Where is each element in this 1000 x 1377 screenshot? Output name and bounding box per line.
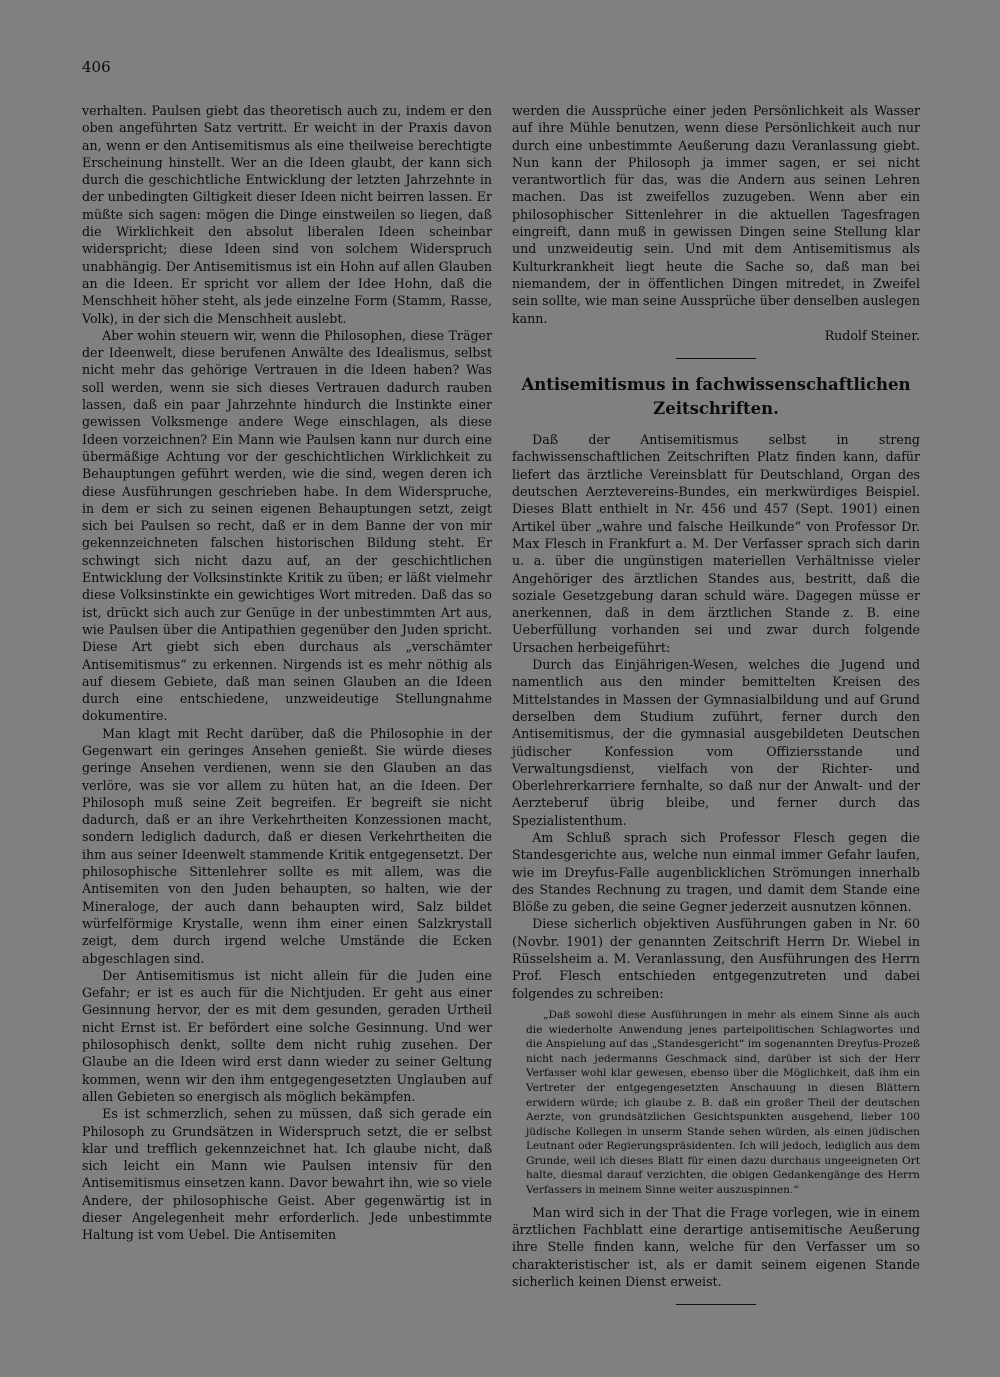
headline-line: Antisemitismus in fachwissenschaftlichen xyxy=(521,375,911,395)
paragraph: Durch das Einjährigen-Wesen, welches die Jugend und namentlich aus den minder bemittelten Kreisen des Mittelstandes in Massen der Gymnasialbildung und auf Grund derselben dem Studium zuführt, ferner durch den Antisemitismus, der die gymnasial ausgebildeten Deutschen jüdischer Konfession vom Offiziersstande und Verwaltungsdienst, vielfach von der Richter- und Oberlehrerkarriere fernhalte, so daß nur der Anwalt- und der Aerzteberuf übrig bleibe, und ferner durch das Spezialistenthum. xyxy=(512,657,920,828)
left-column xyxy=(82,102,492,1244)
paragraph: Man klagt mit Recht darüber, daß die Philosophie in der Gegenwart ein geringes Ansehen genießt. Sie würde dieses geringe Ansehen verdienen, wenn sie den Glauben an das verlöre, was sie vor allem zu hüten hat, an die Ideen. Der Philosoph muß seine Zeit begreifen. Er begreift sie nicht dadurch, daß er an ihre Verkehrtheiten Konzessionen macht, sondern lediglich dadurch, daß er diesen Verkehrtheiten die ihm aus seiner Ideenwelt stammende Kritik entgegensetzt. Der philosophische Sittenlehrer sollte es mit allem, was die Antisemiten von den Juden behaupten, so halten, wie der Mineraloge, der auch dann behaupten wird, Salz bildet würfelförmige Krystalle, wenn ihm einer einen Salzkrystall zeigt, dem durch irgend welche Umstände die Ecken abgeschlagen sind. xyxy=(82,725,492,966)
paragraph: Man wird sich in der That die Frage vorlegen, wie in einem ärztlichen Fachblatt eine derartige antisemitische Aeußerung ihre Stelle finden kann, welche für den Verfasser um so charakteristischer ist, als er damit seinem eigenen Stande sicherlich keinen Dienst erweist. xyxy=(512,1204,920,1289)
paragraph: werden die Aussprüche einer jeden Persönlichkeit als Wasser auf ihre Mühle benutzen, wenn diese Persönlichkeit auch nur durch eine unbestimmte Aeußerung dazu Veranlassung giebt. Nun kann der Philosoph ja immer sagen, er sei nicht verantwortlich für das, was die Andern aus seinen Lehren machen. Das ist zweifellos zuzugeben. Wenn aber ein philosophischer Sittenlehrer in die aktuellen Tagesfragen eingreift, dann muß in gewissen Dingen seine Stellung klar und unzweideutig sein. Und mit dem Antisemitismus als Kulturkrankheit liegt heute die Sache so, daß man bei niemandem, der in öffentlichen Dingen mitredet, in Zweifel sein sollte, wie man seine Aussprüche über denselben auslegen kann. xyxy=(512,103,920,326)
paragraph: Daß der Antisemitismus selbst in streng fachwissenschaftlichen Zeitschriften Platz finden kann, dafür liefert das ärztliche Vereinsblatt für Deutschland, Organ des deutschen Aerztevereins-Bundes, ein merkwürdiges Beispiel. Dieses Blatt enthielt in Nr. 456 und 457 (Sept. 1901) einen Artikel über „wahre und falsche Heilkunde“ von Professor Dr. Max Flesch in Frankfurt a. M. Der Verfasser sprach sich darin u. a. über die ungünstigen materiellen Verhältnisse vieler Angehöriger des ärztlichen Standes aus, bestritt, daß die soziale Gesetzgebung daran schuld wäre. Dagegen müsse er anerkennen, daß in dem ärztlichen Stande z. B. eine Ueberfüllung vorhanden sei und zwar durch folgende Ursachen herbeigeführt: xyxy=(512,432,920,655)
author-signature: Rudolf Steiner. xyxy=(824,327,920,343)
right-column xyxy=(512,102,920,1319)
divider xyxy=(676,358,756,359)
article-headline xyxy=(512,373,920,421)
block-quote xyxy=(526,1008,920,1198)
paragraph: Am Schluß sprach sich Professor Flesch gegen die Standesgerichte aus, welche nun einmal immer Gefahr laufen, wie im Dreyfus-Falle augenblicklichen Strömungen innerhalb des Standes Rechnung zu tragen, und damit dem Stande eine Blöße zu geben, die seine Gegner jederzeit ausnutzen können. xyxy=(512,829,920,915)
page-number: 406 xyxy=(82,58,111,76)
paragraph: Aber wohin steuern wir, wenn die Philosophen, diese Träger der Ideenwelt, diese berufenen Anwälte des Idealismus, selbst nicht mehr das gehörige Vertrauen in die Ideen haben? Was soll werden, wenn sie sich dieses Vertrauen dadurch rauben lassen, daß ein paar Jahrzehnte hindurch die Instinkte einer gewissen Volksmenge andere Wege einschlagen, als diese Ideen vorzeichnen? Ein Mann wie Paulsen kann nur durch eine übermäßige Achtung vor der geschichtlichen Wirklichkeit zu Behauptungen geführt werden, wie die sind, wegen deren ich diese Ausführungen geschrieben habe. In dem Widerspruche, in dem er sich zu seinen eigenen Behauptungen setzt, zeigt sich bei Paulsen so recht, daß er in dem Banne der von mir gekennzeichneten falschen historischen Bildung steht. Er schwingt sich nicht dazu auf, an der geschichtlichen Entwicklung der Volksinstinkte Kritik zu üben; er läßt vielmehr diese Volksinstinkte ein gewichtiges Wort mitreden. Daß das so ist, drückt sich auch zur Genüge in der unbestimmten Art aus, wie Paulsen über die Antipathien gegenüber den Juden spricht. Diese Art giebt sich eben durchaus als „verschämter Antisemitismus“ zu erkennen. Nirgends ist es mehr nöthig als auf diesem Gebiete, daß man seinen Glauben an die Ideen durch eine entschiedene, unzweideutige Stellungnahme dokumentire. xyxy=(82,327,492,724)
paragraph: Es ist schmerzlich, sehen zu müssen, daß sich gerade ein Philosoph zu Grundsätzen in Widerspruch setzt, die er selbst klar und trefflich gekennzeichnet hat. Ich glaube nicht, daß sich leicht ein Mann wie Paulsen intensiv für den Antisemitismus einsetzen kann. Davor bewahrt ihn, wie so viele Andere, der philosophische Geist. Aber gegenwärtig ist in dieser Angelegenheit mehr erforderlich. Jede unbestimmte Haltung ist vom Uebel. Die Antisemiten xyxy=(82,1106,492,1243)
quote-text: „Daß sowohl diese Ausführungen in mehr als einem Sinne als auch die wiederholte Anwendung jenes parteipolitischen Schlagwortes und die Anspielung auf das „Standesgericht“ im sogenannten Dreyfus-Prozeß nicht nach jedermanns Geschmack sind, darüber ist sich der Herr Verfasser wohl klar gewesen, ebenso über die Möglichkeit, daß ihm ein Vertreter der entgegengesetzten Anschauung in diesen Blättern erwidern würde; ich glaube z. B. daß ein großer Theil der deutschen Aerzte, von grundsätzlichen Gesichtspunkten ausgehend, lieber 100 jüdische Kollegen in unserm Stande sehen würden, als einen jüdischen Leutnant oder Regierungspräsidenten. Ich will jedoch, lediglich aus dem Grunde, weil ich dieses Blatt für einen dazu durchaus ungeeigneten Ort halte, diesmal darauf verzichten, die obigen Gedankengänge des Herrn Verfassers in meinem Sinne weiter auszuspinnen.“ xyxy=(526,1008,920,1197)
paragraph: Diese sicherlich objektiven Ausführungen gaben in Nr. 60 (Novbr. 1901) der genannten Zeitschrift Herrn Dr. Wiebel in Rüsselsheim a. M. Veranlassung, den Ausführungen des Herrn Prof. Flesch entschieden entgegenzutreten und dabei folgendes zu schreiben: xyxy=(512,916,920,1001)
paragraph: verhalten. Paulsen giebt das theoretisch auch zu, indem er den oben angeführten Satz vertritt. Er weicht in der Praxis davon an, wenn er den Antisemitismus als eine theilweise berechtigte Erscheinung hinstellt. Wer an die Ideen glaubt, der kann sich durch die geschichtliche Entwicklung der letzten Jahrzehnte in der unbedingten Giltigkeit dieser Ideen nicht beirren lassen. Er müßte sich sagen: mögen die Dinge einstweilen so liegen, daß die Wirklichkeit den absolut liberalen Ideen scheinbar widerspricht; diese Ideen sind von solchem Widerspruch unabhängig. Der Antisemitismus ist ein Hohn auf allen Glauben an die Ideen. Er spricht vor allem der Idee Hohn, daß die Menschheit höher steht, als jede einzelne Form (Stamm, Rasse, Volk), in der sich die Menschheit auslebt. xyxy=(82,103,492,326)
headline-line: Zeitschriften. xyxy=(653,399,779,419)
divider xyxy=(676,1304,756,1305)
paragraph: Der Antisemitismus ist nicht allein für die Juden eine Gefahr; er ist es auch für die Nichtjuden. Er geht aus einer Gesinnung hervor, der es mit dem gesunden, geraden Urtheil nicht Ernst ist. Er befördert eine solche Gesinnung. Und wer philosophisch denkt, sollte dem nicht ruhig zusehen. Der Glaube an die Ideen wird erst dann wieder zu seiner Geltung kommen, wenn wir den ihm entgegengesetzten Unglauben auf allen Gebieten so energisch als möglich bekämpfen. xyxy=(82,967,492,1104)
